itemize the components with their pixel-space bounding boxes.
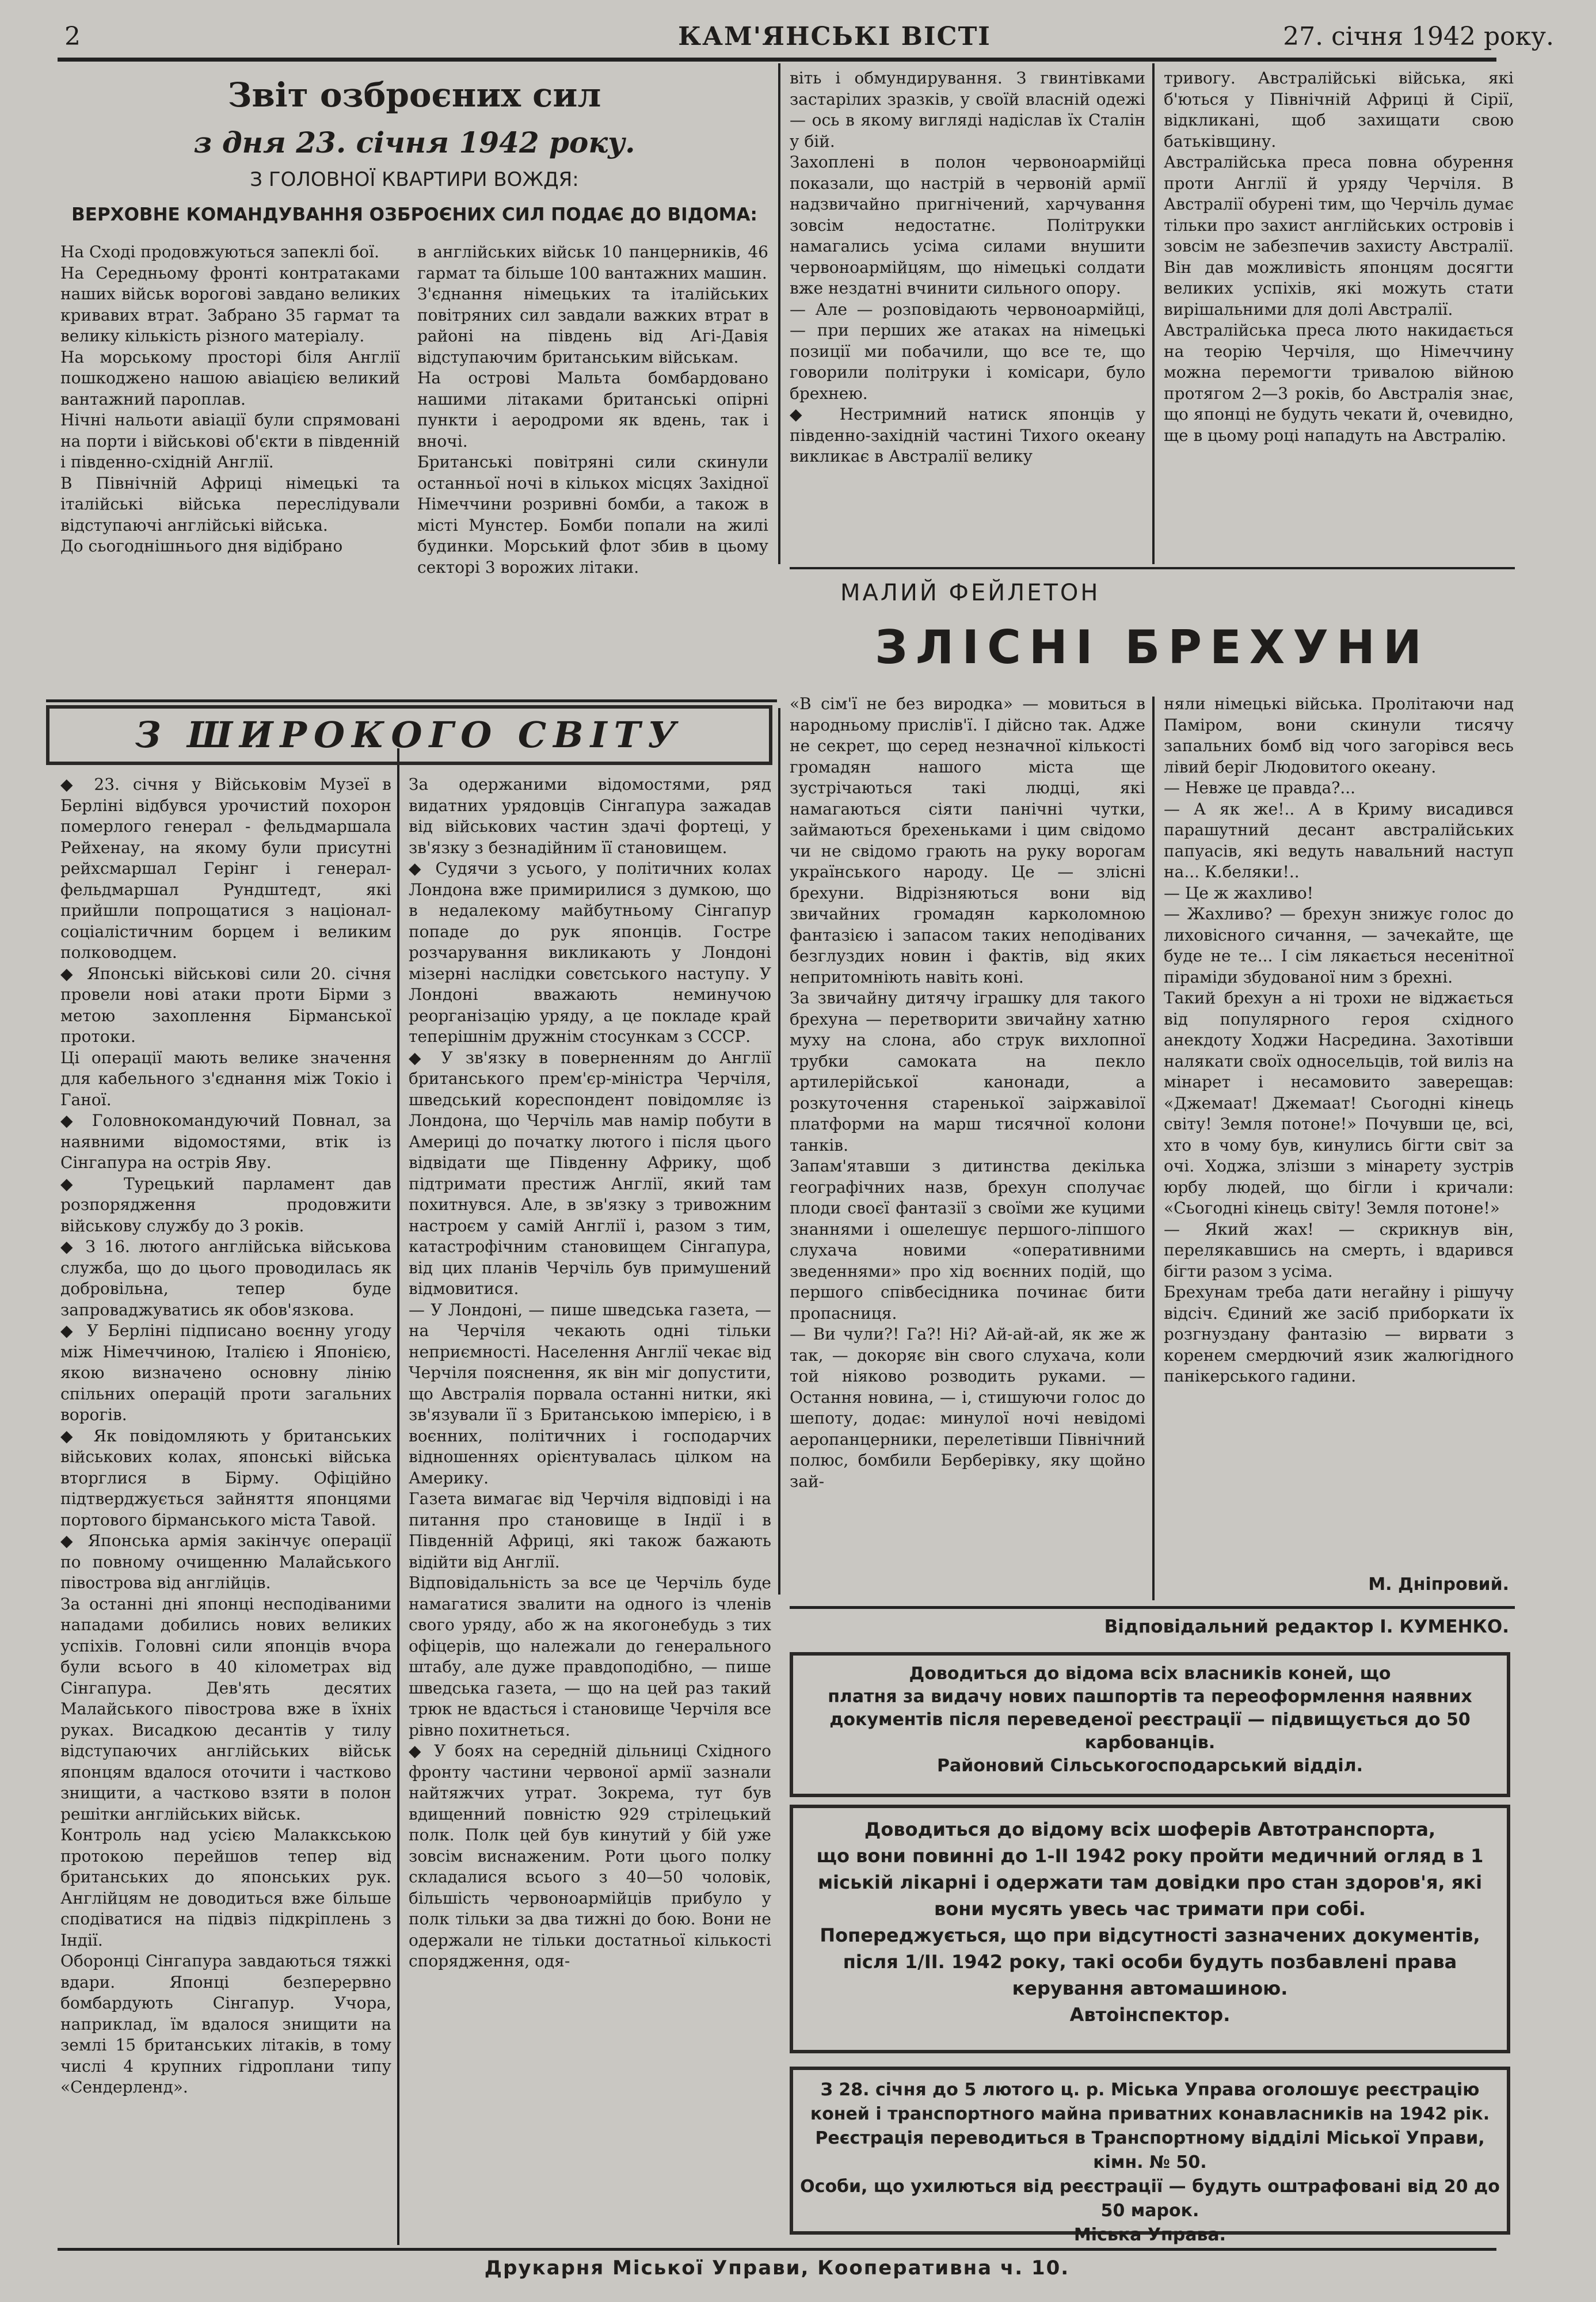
notice-drivers-text: Доводиться до відому всіх шоферів Автотранспорта, що вони повинні до 1-II 1942 року пройти медичний огляд в 1 міській лікарні і одержати там довідки про стан здоров'я, які вони мусять увесь час тримати при собі. Попереджується, що при відсутності зазначених документів, після 1/II. 1942 року, такі особи будуть позбавлені права керування автомашиною. Автоінспектор. <box>816 1818 1484 2026</box>
feuilleton-column-1: «В сім'ї не без виродка» — мовиться в народньому прислів'ї. І дійсно так. Адже не секрет, що серед незначної кількості громадян нашого міста ще зустрічаються такі людці, які намагаються сіяти панічні чутки, займаються брехеньками і цим свідомо чи не свідомо грають на руку ворогам українського народу. Це — злісні брехуни. Відрізняються вони від звичайних громадян карколомною фантазією і запасом таких неподіваних безглуздих новин і фактів, від яких непритомніють навіть коні. За звичайну дитячу іграшку для такого брехуна — перетворити звичайну хатню муху на слона, або струк вихлопної трубки самоката на пекло артилерійської канонади, а розкуточення старенької заіржавілої платформи на марш тисячної колони танків. Запам'ятавши з дитинства декілька географічних назв, брехун сполучає плоди своєї фантазії з своїми же куцими знаннями і ошелешує першого-ліпшого слухача новими «оперативними зведеннями» про хід воєнних подій, що першого співбесідника починає бити пропасниця. — Ви чули?! Га?! Ні? Ай-ай-ай, як же ж так, — докоряє він свого слухача, коли той ніяково розводить руками. — Остання новина, — і, стишуючи голос до шепоту, додає: минулої ночі невідомі аеропанцерники, перелетівши Північний полюс, бомбили Берберівку, яку щойно зай- <box>790 694 1145 1491</box>
feuilleton-column-2: няли німецькі війська. Пролітаючи над Паміром, вони скинули тисячу запальних бомб від чого загорівся весь лівий беріг Людовитого океану. — Невже це правда?... — А як же!.. А в Криму висадився парашутний десант австралійських папуасів, які ведуть навальний наступ на... К.беляки!.. — Це ж жахливо! — Жахливо? — брехун знижує голос до лиховісного сичання, — зачекайте, ще буде не те... І сім лякається несенітної піраміди збудованої ним з брехні. Такий брехун а ні трохи не віджається від популярного героя східного анекдоту Ходжи Насредина. Захотівши налякати своїх односельців, той виліз на мінарет і несамовито заверещав: «Джемаат! Джемаат! Сьогодні кінець світу! Земля потоне!» Почувши це, всі, хто в чому був, кинулись бігти світ за очі. Ходжа, злізши з мінарету зустрів юрбу людей, що бігли і кричали: «Сьогодні кінець світу! Земля потоне!» — Який жах! — скрикнув він, перелякавшись на смерть, і вдарився бігти разом з усіма. Брехунам треба дати негайну і рішучу відсіч. Єдиний же засіб приборкати їх розгнуздану фантазію — вирвати з коренем смердючий язик жалюгідного панікерського гадини. <box>1164 694 1514 1386</box>
column-divider <box>1152 697 1155 1600</box>
world-banner-title: З ШИРОКОГО СВІТУ <box>135 714 684 756</box>
feuilleton-kicker: МАЛИЙ ФЕЙЛЕТОН <box>840 580 1100 606</box>
banner-rule <box>46 699 777 702</box>
footer-rule <box>58 2248 1496 2251</box>
report-column-1: На Сході продовжуються запеклі бої. На Середньому фронті контратаками наших військ ворогові завдано великих кривавих втрат. Забрано 35 гармат та велику кількість різного матеріалу. На морському просторі біля Англії пошкоджено нашою авіацією великий вантажний пароплав. Нічні нальоти авіації були спрямовані на порти і військові об'єкти в південній і південно-східній Англії. В Північній Африці німецькі та італійські війська переслідували відступаючі англійські війська. До сьогоднішнього дня відібрано <box>60 242 400 555</box>
editor-line: Відповідальний редактор І. КУМЕНКО. <box>1104 1616 1509 1637</box>
feuilleton-rule <box>790 567 1515 569</box>
feuilleton-title: ЗЛІСНІ БРЕХУНИ <box>875 621 1430 674</box>
column-divider <box>397 748 399 2245</box>
world-banner <box>46 705 772 765</box>
feuilleton-signature: М. Дніпровий. <box>1368 1574 1509 1595</box>
command-line: ВЕРХОВНЕ КОМАНДУВАННЯ ОЗБРОЄНИХ СИЛ ПОДАЄ ДО ВІДОМА: <box>71 204 757 225</box>
printer-footer: Друкарня Міської Управи, Кооперативна ч. 10. <box>484 2257 1070 2280</box>
column-divider <box>778 708 780 1595</box>
world-column-1: ◆ 23. січня у Військовім Музеї в Берліні відбувся урочистий похорон померлого генерал - фельдмаршала Рейхенау, на якому були присутні рейхсмаршал Герінг і генерал-фельдмаршал Рундштедт, які прийшли попрощатися з націонал-соціалістичним борцем і великим полководцем. ◆ Японські військові сили 20. січня провели нові атаки проти Бірми з метою захоплення Бірманської протоки. Ці операції мають велике значення для кабельного з'єднання між Токіо і Ганої. ◆ Головнокомандуючий Повнал, за наявними відомостями, втік із Сінгапура на острів Яву. ◆ Турецький парламент дав розпорядження продовжити військову службу до 3 років. ◆ З 16. лютого англійська військова служба, що до цього проводилась як добровільна, тепер буде запроваджуватись як обов'язкова. ◆ У Берліні підписано воєнну угоду між Німеччиною, Італією і Японією, якою визначено основну лінію спільних операцій проти загальних ворогів. ◆ Як повідомляють у британських військових колах, японські війська вторглися в Бірму. Офіційно підтверджується зайняття японцями портового бірманського міста Тавой. ◆ Японська армія закінчує операції по повному очищенню Малайського півострова від англійців. За останні дні японці несподіваними нападами добились нових великих успіхів. Головні сили японців вчора були всього в 40 кілометрах від Сінгапура. Дев'ять десятих Малайського півострова вже в їхніх руках. Висадкою десантів у тилу відступаючих англійських військ японцям вдалося оточити і частково знищити, а частково взяти в полон решітки англійських військ. Контроль над усією Малаккською протокою перейшов тепер від британських до японських рук. Англійцям не доводиться вже більше сподіватися на підвіз підкріплень з Індії. Оборонці Сінгапура завдаються тяжкі вдари. Японці безперервно бомбардують Сінгапур. Учора, наприклад, їм вдалося знищити на землі 15 британських літаків, в тому числі 4 крупних гідроплани типу «Сендерленд». <box>60 775 391 2096</box>
header-rule <box>58 58 1496 62</box>
issue-date: 27. січня 1942 року. <box>1283 22 1554 51</box>
notice-registration-text: З 28. січня до 5 лютого ц. р. Міська Управа оголошує реєстрацію коней і транспортного майна приватних конавласників на 1942 рік. Реєстрація переводиться в Транспортному відділі Міської Управи, кімн. № 50. Особи, що ухилються від реєстрації — будуть оштрафовані від 20 до 50 марок. Міська Управа. <box>800 2080 1500 2245</box>
hq-line: З ГОЛОВНОЇ КВАРТИРИ ВОЖДЯ: <box>250 168 579 191</box>
masthead: КАМ'ЯНСЬКІ ВІСТІ <box>678 22 991 51</box>
notice-horse-owners <box>790 1652 1510 1797</box>
report-title: Звіт озброєних сил <box>227 75 601 115</box>
article-column-3: віть і обмундирування. З гвинтівками застарілих зразків, у своїй власній одежі — ось в якому вигляді надіслав їх Сталін у бій. Захоплені в полон червоноармійці показали, що настрій в червоній армії надзвичайно пригнічений, харчування зовсім недостатнє. Політрукки намагались усіма силами внушити червоноармійцям, що німецькі солдати вже нездатні вчинити сильного опору. — Але — розповідають червоноармійці, — при перших же атаках на німецькі позиції ми побачили, що все те, що говорили політруки і комісари, було брехнею. ◆ Нестримний натиск японців у південно-західній частині Тихого океану викликає в Австралії велику <box>790 69 1145 466</box>
report-column-2: в англійських військ 10 панцерників, 46 гармат та більше 100 вантажних машин. З'єднання німецьких та італійських повітряних сил завдали важких втрат в районі на південь від Агі-Давія відступаючим британським військам. На острові Мальта бомбардовано нашими літаками британські опірні пункти і аеродроми як вдень, так і вночі. Британські повітряні сили скинули останньої ночі в кількох місцях Західної Німеччини розривні бомби, а також в місті Мунстер. Бомби попали на жилі будинки. Морський флот збив в цьому секторі 3 ворожих літаки. <box>417 242 768 577</box>
notice-horse-owners-text: Доводиться до відома всіх власників коней, що платня за видачу нових пашпортів та переоформлення наявних документів після переведеної реєстрації — підвищується до 50 карбованців. Районовий Сільськогосподарський відділ. <box>828 1664 1472 1776</box>
column-divider <box>1152 63 1155 564</box>
page-number: 2 <box>64 22 81 51</box>
world-column-2: За одержаними відомостями, ряд видатних урядовців Сінгапура зажадав від військових частин здачі фортеці, у зв'язку з безнадійним її становищем. ◆ Судячи з усього, у політичних колах Лондона вже примирилися з думкою, що в недалекому майбутньому Сінгапур попаде до рук японців. Гостре розчарування викликають у Лондоні мізерні наслідки совєтського наступу. У Лондоні вважають неминучою реорганізацію уряду, а це покладе край теперішнім дружнім стосункам з СССР. ◆ У зв'язку в поверненням до Англії британського прем'єр-міністра Черчіля, шведський кореспондент повідомляє із Лондона, що Черчіль мав намір побути в Америці до початку лютого і після цього відвідати ще Південну Африку, щоб підтримати престиж Англії, який там похитнувся. Але, в зв'язку з тривожним настроєм у самій Англії і, разом з тим, катастрофічним становищем Сінгапура, від цих планів Черчіль був примушений відмовитися. — У Лондоні, — пише шведська газета, — на Черчіля чекають одні тільки неприємності. Населення Англії чекає від Черчіля пояснення, як він міг допустити, що Австралія порвала останні нитки, які зв'язували її з Британською імперією, і в воєнних, політичних і господарчих відношеннях орієнтувалась цілком на Америку. Газета вимагає від Черчіля відповіді і на питання про становище в Індії і в Південній Африці, які також бажають відійти від Англії. Відповідальність за все це Черчіль буде намагатися звалити на одного із членів свого уряду, або ж на якогонебудь з тих офіцерів, що належали до генерального штабу, але дуже правдоподібно, — пише шведська газета, — що на цей раз такий трюк не вдасться і становище Черчіля все рівно похитнеться. ◆ У боях на середній дільниці Східного фронту частини червоної армії зазнали найтяжчих утрат. Зокрема, тут був вдищенний повністю 929 стрілецький полк. Полк цей був кинутий у бій уже зовсім виснаженим. Роти цього полку складалися всього з 40—50 чоловік, більшість червоноармійців прибуло у полк тільки за два тижні до бою. Вони не одержали не тільки достатньої кількості спорядження, одя- <box>409 775 771 1970</box>
notice-rule <box>790 1606 1515 1609</box>
notice-drivers <box>790 1805 1510 2053</box>
notice-registration <box>790 2067 1510 2245</box>
article-column-4: тривогу. Австралійські війська, які б'ються у Північній Африці й Сірії, відкликані, щоб захищати свою батьківщину. Австралійська преса повна обурення проти Англії й уряду Черчіля. В Австралії обурені тим, що Черчіль думає тільки про захист англійських островів і зовсім не забезпечив захисту Австралії. Він дав можливість японцям досягти великих успіхів, які можуть стати вирішальними для долі Австралії. Австралійська преса люто накидається на теорію Черчіля, що Німеччину можна перемогти тривалою війною протягом 2—3 років, бо Австралія знає, що японці не будуть чекати й, очевидно, ще в цьому році нападуть на Австралію. <box>1164 69 1514 445</box>
column-divider <box>778 63 780 564</box>
report-subtitle: з дня 23. січня 1942 року. <box>193 125 635 159</box>
